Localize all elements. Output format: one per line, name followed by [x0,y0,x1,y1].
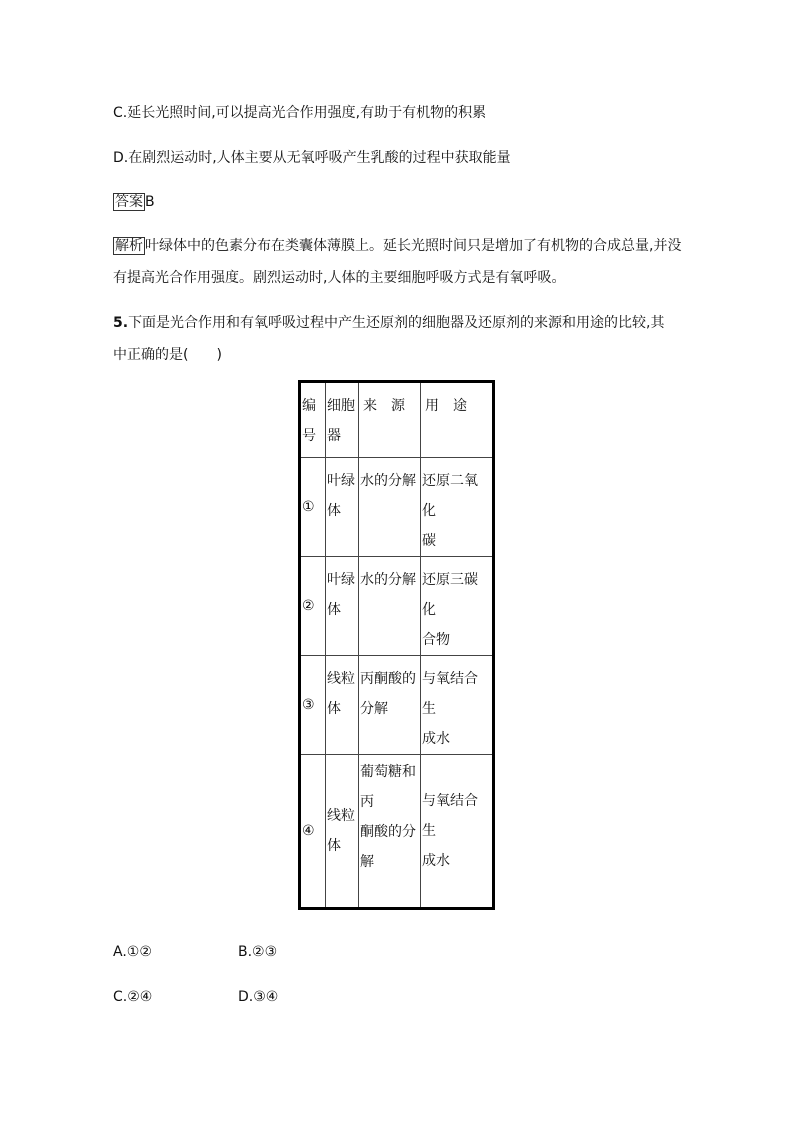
source-text-line: 水的分解 [360,473,416,489]
organelle-text-line: 体 [327,701,341,717]
use-cell [421,557,494,656]
row-number: ④ [302,823,315,839]
source-cell [359,557,421,656]
option-a[interactable]: A.①② [113,944,152,960]
table-header-cell [421,382,494,458]
source-text-line: 解 [360,854,374,870]
use-cell [421,656,494,755]
source-text-line: 丙酮酸的 [360,671,416,687]
use-text-line: 还原三碳化 [422,572,478,618]
answer-value: B [145,194,155,210]
use-text-line: 合物 [422,632,450,648]
analysis-line-1 [113,236,681,256]
organelle-text-line: 线粒 [327,671,355,687]
option-c-previous: C.延长光照时间,可以提高光合作用强度,有助于有机物的积累 [113,105,487,121]
source-cell [359,656,421,755]
organelle-cell [326,458,359,557]
header-text-line: 编 [302,398,316,414]
answer-label: 答案 [115,194,143,210]
analysis-label: 解析 [115,238,143,254]
table-header-cell [300,382,326,458]
option-b[interactable]: B.②③ [238,944,278,960]
header-text-line: 来 源 [363,398,405,414]
source-text-line: 丙 [360,794,374,810]
question-number: 5. [113,315,129,331]
comparison-table [298,380,495,910]
organelle-text-line: 叶绿 [327,473,355,489]
table-row [300,458,494,557]
use-text-line: 碳 [422,533,436,549]
option-d-previous: D.在剧烈运动时,人体主要从无氧呼吸产生乳酸的过程中获取能量 [113,150,511,166]
option-d[interactable]: D.③④ [238,989,279,1005]
use-text-line: 成水 [422,731,450,747]
table-row [300,557,494,656]
header-text-line: 用 途 [425,398,467,414]
source-text-line: 葡萄糖和 [360,764,416,780]
table-row [300,656,494,755]
use-cell [421,755,494,909]
organelle-text-line: 叶绿 [327,572,355,588]
row-number-cell [300,557,326,656]
source-text-line: 酮酸的分 [360,824,416,840]
organelle-text-line: 体 [327,602,341,618]
organelle-text-line: 线粒 [327,808,355,824]
question-text-1: 下面是光合作用和有氧呼吸过程中产生还原剂的细胞器及还原剂的来源和用途的比较,其 [128,315,665,331]
row-number: ② [302,598,315,614]
use-text-line: 成水 [422,853,450,869]
header-text-line: 细胞 [327,398,355,414]
table-row [300,755,494,909]
analysis-line-2: 有提高光合作用强度。剧烈运动时,人体的主要细胞呼吸方式是有氧呼吸。 [113,270,566,286]
source-cell [359,458,421,557]
row-number: ① [302,499,315,515]
table-header-row [300,382,494,458]
header-text-line: 器 [327,428,341,444]
row-number: ③ [302,697,315,713]
table-header-cell [326,382,359,458]
organelle-cell [326,557,359,656]
question-line-1 [113,313,665,333]
source-cell [359,755,421,909]
use-cell [421,458,494,557]
row-number-cell [300,656,326,755]
row-number-cell [300,755,326,909]
row-number-cell [300,458,326,557]
option-c[interactable]: C.②④ [113,989,153,1005]
source-text-line: 分解 [360,701,388,717]
question-line-2: 中正确的是( ) [113,347,222,363]
organelle-text-line: 体 [327,503,341,519]
analysis-text-1: 叶绿体中的色素分布在类囊体薄膜上。延长光照时间只是增加了有机物的合成总量,并没 [145,238,682,254]
header-text-line: 号 [302,428,316,444]
source-text-line: 水的分解 [360,572,416,588]
organelle-text-line: 体 [327,838,341,854]
organelle-cell [326,656,359,755]
use-text-line: 还原二氧化 [422,473,478,519]
answer-line [113,192,155,212]
organelle-cell [326,755,359,909]
use-text-line: 与氧结合生 [422,793,478,839]
table-header-cell [359,382,421,458]
use-text-line: 与氧结合生 [422,671,478,717]
